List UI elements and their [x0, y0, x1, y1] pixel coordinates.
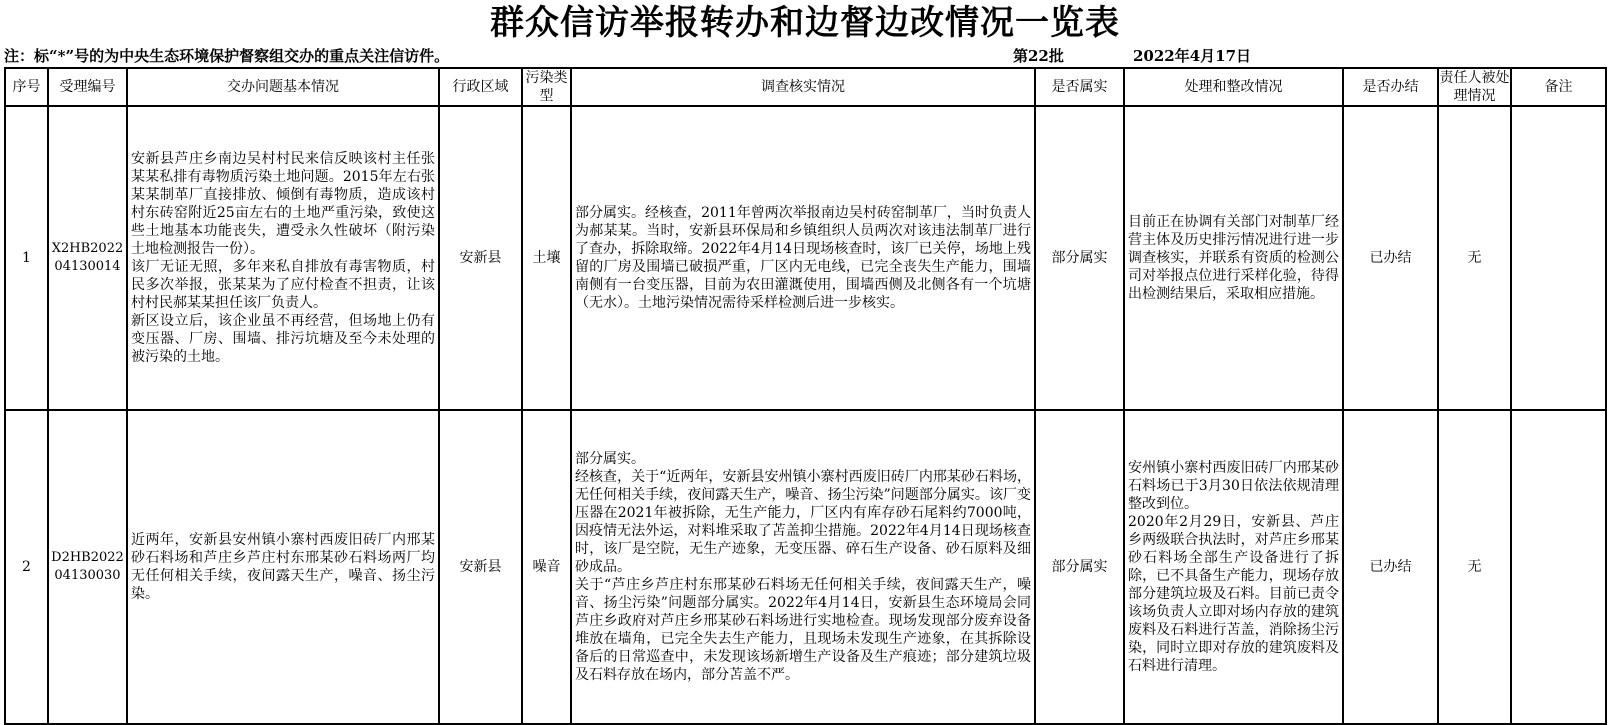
table-row — [5, 410, 1606, 724]
header-seq: 序号 — [5, 68, 48, 106]
report-date: 2022年4月17日 — [1133, 47, 1252, 65]
cell-responsible: 无 — [1438, 410, 1511, 724]
cell-investigation: 部分属实。 经核查，关于“近两年，安新县安州镇小寨村西废旧砖厂内邢某砂石料场，无任何相关手续，夜间露天生产，噪音、扬尘污染”问题部分属实。该厂变压器在2021年被拆除，无生产能力，厂区内有库存砂石尾料约7000吨，因疫情无法外运，对料堆采取了苫盖抑尘措施。2022年4月14日现场核查时，该厂是空院，无生产迹象，无变压器、碎石生产设备、砂石原料及细砂成品。 关于“芦庄乡芦庄村东邢某砂石料场无任何相关手续，夜间露天生产，噪音、扬尘污染”问题部分属实。2022年4月14日，安新县生态环境局会同芦庄乡政府对芦庄乡邢某砂石料场进行实地检查。现场发现部分废弃设备堆放在墙角，已完全失去生产能力，且现场未发现生产迹象，在其拆除设备后的日常巡查中，未发现该场新增生产设备及生产痕迹；部分建筑垃圾及石料存放在场内，部分苫盖不严。 — [571, 410, 1035, 724]
cell-code: D2HB202204130030 — [48, 410, 127, 724]
batch-number: 第22批 — [1013, 47, 1064, 65]
cell-issue: 安新县芦庄乡南边吴村村民来信反映该村主任张某某私排有毒物质污染土地问题。2015年左右张某某制革厂直接排放、倾倒有毒物质，造成该村村东砖窑附近25亩左右的土地严重污染，致使这些土地基本功能丧失，遭受永久性破坏（附污染土地检测报告一份）。 该厂无证无照，多年来私自排放有毒害物质，村民多次举报，张某某为了应付检查不担责，让该村村民郝某某担任该厂负责人。 新区设立后，该企业虽不再经营，但场地上仍有变压器、厂房、围墙、排污坑塘及至今未处理的被污染的土地。 — [127, 106, 439, 410]
header-pollution: 污染类型 — [522, 68, 571, 106]
header-verified: 是否属实 — [1035, 68, 1124, 106]
header-handling: 处理和整改情况 — [1124, 68, 1343, 106]
header-region: 行政区域 — [439, 68, 522, 106]
cell-pollution: 噪音 — [522, 410, 571, 724]
cell-seq: 1 — [5, 106, 48, 410]
cell-pollution: 土壤 — [522, 106, 571, 410]
cell-handling: 安州镇小寨村西废旧砖厂内邢某砂石料场已于3月30日依法依规清理整改到位。 2020年2月29日，安新县、芦庄乡两级联合执法时，对芦庄乡邢某砂石料场全部生产设备进行了拆除，已不具备生产能力，现场存放部分建筑垃圾及石料。目前已责令该场负责人立即对场内存放的建筑废料及石料进行苫盖，消除扬尘污染，同时立即对存放的建筑废料及石料进行清理。 — [1124, 410, 1343, 724]
cell-region: 安新县 — [439, 106, 522, 410]
cell-code: X2HB202204130014 — [48, 106, 127, 410]
cell-remark — [1511, 106, 1606, 410]
header-row — [5, 68, 1606, 106]
cell-region: 安新县 — [439, 410, 522, 724]
header-code: 受理编号 — [48, 68, 127, 106]
cell-remark — [1511, 410, 1606, 724]
page-title: 群众信访举报转办和边督边改情况一览表 — [490, 3, 1120, 43]
cell-closed: 已办结 — [1343, 410, 1438, 724]
cell-closed: 已办结 — [1343, 106, 1438, 410]
cell-verified: 部分属实 — [1035, 106, 1124, 410]
note-text: 注：标“*”号的为中央生态环境保护督察组交办的重点关注信访件。 — [4, 47, 450, 65]
cell-seq: 2 — [5, 410, 48, 724]
header-issue: 交办问题基本情况 — [127, 68, 439, 106]
cell-issue: 近两年，安新县安州镇小寨村西废旧砖厂内邢某砂石料场和芦庄乡芦庄村东邢某砂石料场两厂均无任何相关手续，夜间露天生产，噪音、扬尘污染。 — [127, 410, 439, 724]
table-row — [5, 106, 1606, 410]
header-responsible: 责任人被处理情况 — [1439, 70, 1510, 104]
cell-investigation: 部分属实。经核查，2011年曾两次举报南边吴村砖窑制革厂，当时负责人为郝某某。当时，安新县环保局和乡镇组织人员两次对该违法制革厂进行了查办，拆除取缔。2022年4月14日现场核查时，该厂已关停，场地上残留的厂房及围墙已破损严重，厂区内无电线，已完全丧失生产能力，围墙南侧有一台变压器，目前为农田灌溉使用，围墙西侧及北侧各有一个坑塘（无水）。土地污染情况需待采样检测后进一步核实。 — [571, 106, 1035, 410]
header-closed: 是否办结 — [1343, 68, 1438, 106]
header-remark: 备注 — [1511, 68, 1606, 106]
complaint-table — [4, 67, 1607, 725]
cell-verified: 部分属实 — [1035, 410, 1124, 724]
header-investigation: 调查核实情况 — [571, 68, 1035, 106]
cell-responsible: 无 — [1438, 106, 1511, 410]
cell-handling: 目前正在协调有关部门对制革厂经营主体及历史排污情况进行进一步调查核实，并联系有资质的检测公司对举报点位进行采样化验，待得出检测结果后，采取相应措施。 — [1124, 106, 1343, 410]
